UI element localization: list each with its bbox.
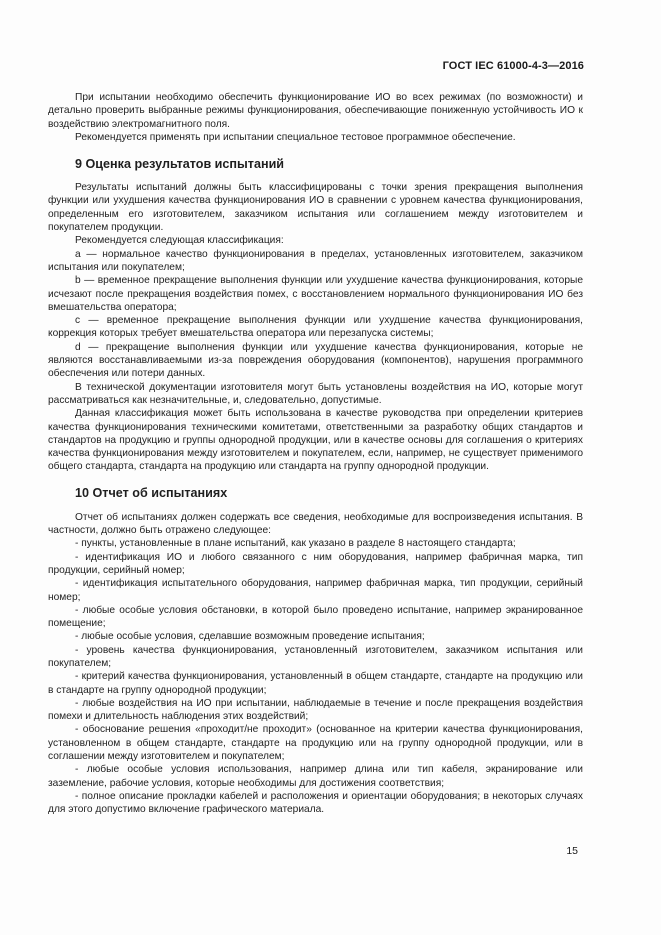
report-list-item: - полное описание прокладки кабелей и расположения и ориентации оборудования; в некоторых случаях для этого допустимо включение графического материала.: [48, 790, 583, 816]
section-9-paragraph: Данная классификация может быть использована в качестве руководства при определении критериев качества функционирования техническими комитетами, ответственными за разработку общих стандартов и стандартов на продукцию и группы однородной продукции, или в качестве основы для соглашения о критериях качества функционирования между изготовителем и покупателем, если, например, не существует применимого общего стандарта, стандарта на продукцию или стандарта на группу однородной продукции.: [48, 408, 583, 473]
report-list-item: - идентификация ИО и любого связанного с ним оборудования, например фабричная марка, тип продукции, серийный номер;: [48, 551, 583, 576]
intro-paragraph: При испытании необходимо обеспечить функционирование ИО во всех режимах (по возможности) и детально проверить выбранные режимы функционирования, обеспечивающие пониженную устойчивость ИО к воздействию электромагнитного поля.: [48, 92, 583, 130]
report-list-item: - обоснование решения «проходит/не проходит» (основанное на критерии качества функционирования, установленном в общем стандарте, стандарте на продукцию или на группу однородной продукции, или в соглашении между изготовителем и покупателем;: [48, 724, 583, 763]
report-list-item: - критерий качества функционирования, установленный в общем стандарте, стандарте на продукцию или в стандарте на группу однородной продукции;: [48, 671, 583, 696]
classification-item-a: a — нормальное качество функционирования в пределах, установленных изготовителем, заказчиком испытания или покупателем;: [48, 248, 583, 273]
report-list-item: - любые особые условия использования, например длина или тип кабеля, экранирование или заземление, рабочие условия, которые необходимы для достижения соответствия;: [48, 764, 583, 789]
section-9-heading: 9 Оценка результатов испытаний: [75, 157, 285, 172]
report-list-item: - идентификация испытательного оборудования, например фабричная марка, тип продукции, серийный номер;: [48, 578, 583, 603]
report-list-item: - пункты, установленные в плане испытаний, как указано в разделе 8 настоящего стандарта;: [75, 538, 516, 550]
classification-item-b: b — временное прекращение выполнения функции или ухудшение качества функционирования, которые исчезают после прекращения воздействия помех, с восстановлением нормального функционирования ИО без вмешательства оператора;: [48, 275, 583, 313]
section-9-paragraph: Рекомендуется следующая классификация:: [75, 235, 284, 247]
section-9-paragraph: Результаты испытаний должны быть классифицированы с точки зрения прекращения выполнения функции или ухудшения качества функционирования ИО в сравнении с уровнем качества функционирования, определенным его изготовителем, заказчиком испытания или соглашением между изготовителем и покупателем продукции.: [48, 182, 583, 234]
document-body: [48, 91, 583, 817]
document-header-id: ГОСТ IEC 61000-4-3—2016: [442, 60, 584, 72]
report-list-item: - уровень качества функционирования, установленный изготовителем, заказчиком испытания или покупателем;: [48, 644, 583, 669]
report-list-item: - любые воздействия на ИО при испытании, наблюдаемые в течение и после прекращения воздействия помехи и длительность наблюдения этих воздействий;: [48, 697, 583, 723]
report-list-item: - любые особые условия, сделавшие возможным проведение испытания;: [75, 631, 425, 643]
classification-item-c: c — временное прекращение выполнения функции или ухудшение качества функционирования, коррекция которых требует вмешательства оператора или перезапуска системы;: [48, 315, 583, 340]
classification-item-d: d — прекращение выполнения функции или ухудшение качества функционирования, которые не являются восстанавливаемыми из-за повреждения оборудования (компонентов), нарушения программного обеспечения или потери данных.: [48, 341, 583, 380]
page-number: 15: [566, 845, 578, 857]
section-10-heading: 10 Отчет об испытаниях: [75, 485, 228, 500]
section-10-lead: Отчет об испытаниях должен содержать все сведения, необходимые для воспроизведения испытания. В частности, должно быть отражено следующее:: [48, 511, 583, 537]
intro-paragraph: Рекомендуется применять при испытании специальное тестовое программное обеспечение.: [75, 131, 516, 143]
report-list-item: - любые особые условия обстановки, в которой было проведено испытание, например экранированное помещение;: [48, 604, 583, 630]
section-9-paragraph: В технической документации изготовителя могут быть установлены воздействия на ИО, которые могут рассматриваться как незначительные, и, следовательно, допустимые.: [48, 381, 583, 406]
